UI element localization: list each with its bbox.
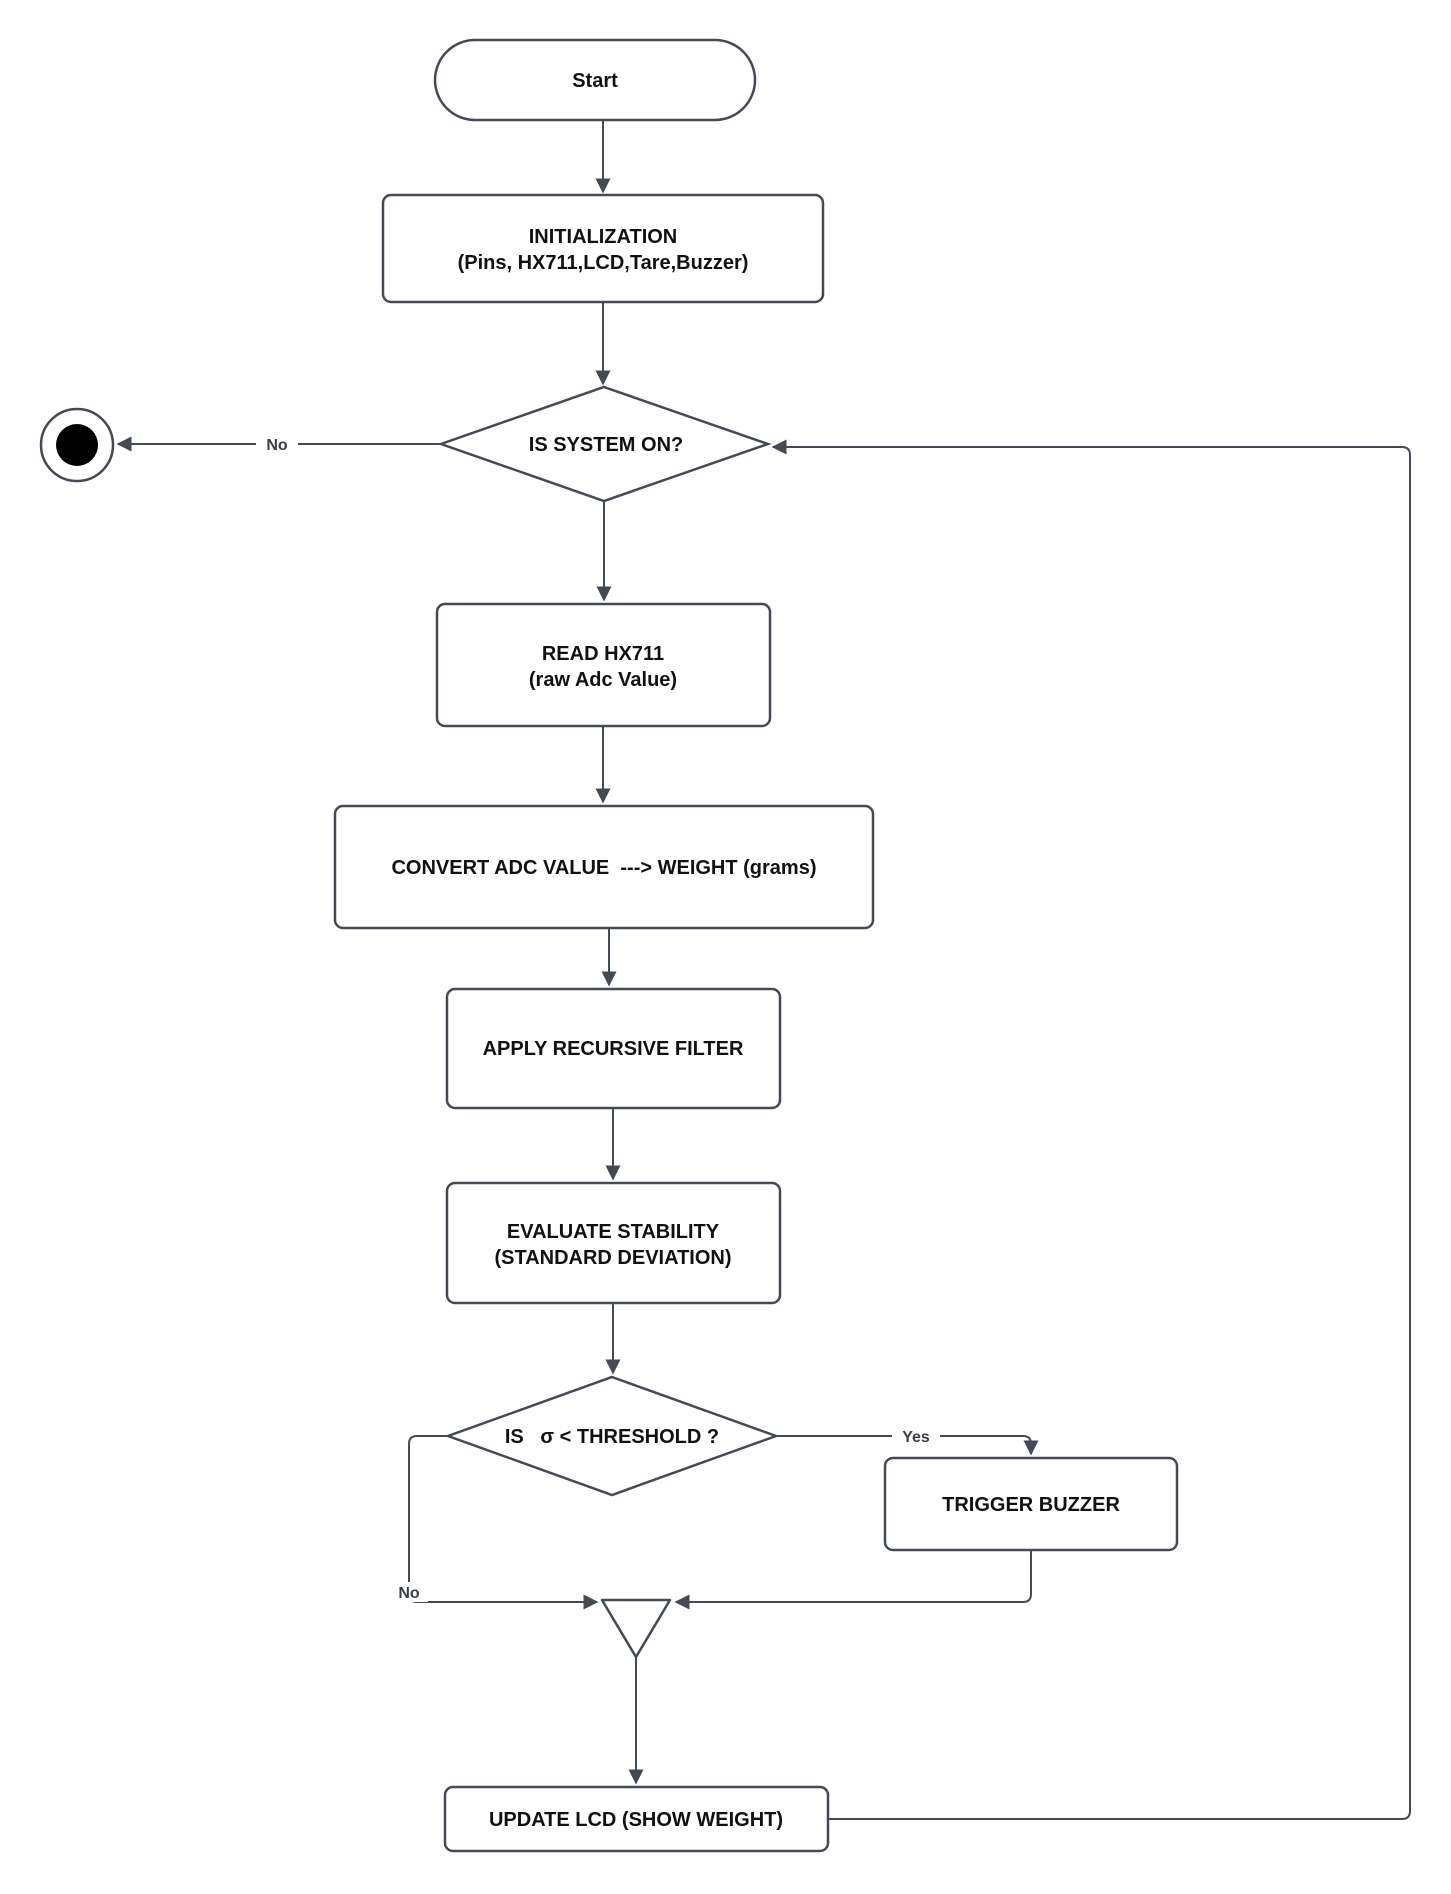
edge-trigger-buzzer-to-merge xyxy=(676,1550,1031,1602)
update-lcd-label: UPDATE LCD (SHOW WEIGHT) xyxy=(488,1809,784,1831)
node-convert-adc xyxy=(335,806,873,928)
start-label: Start xyxy=(572,70,618,92)
node-threshold-check xyxy=(448,1377,776,1495)
threshold-check-label: IS σ < THRESHOLD ? xyxy=(504,1426,720,1448)
edge-label-threshold-yes xyxy=(892,1425,940,1447)
apply-filter-label: APPLY RECURSIVE FILTER xyxy=(482,1038,744,1060)
node-merge xyxy=(602,1600,670,1657)
edge-update-lcd-loop-to-is-system-on xyxy=(773,447,1410,1819)
node-end-state xyxy=(41,409,113,481)
read-hx711-label-line1: READ HX711 xyxy=(541,643,665,665)
initialization-label-line1: INITIALIZATION xyxy=(528,226,678,248)
edge-label-threshold-no xyxy=(392,1582,428,1602)
node-trigger-buzzer xyxy=(885,1458,1177,1550)
edge-label-system-on-no xyxy=(256,432,298,454)
trigger-buzzer-label: TRIGGER BUZZER xyxy=(942,1494,1120,1516)
read-hx711-label-line2: (raw Adc Value) xyxy=(528,669,678,691)
edge-label-yes-text: Yes xyxy=(902,1429,930,1446)
convert-adc-label: CONVERT ADC VALUE ---> WEIGHT (grams) xyxy=(391,857,817,879)
node-read-hx711 xyxy=(437,604,770,726)
node-initialization xyxy=(383,195,823,302)
node-start xyxy=(435,40,755,120)
is-system-on-label: IS SYSTEM ON? xyxy=(528,434,684,456)
evaluate-stability-label-line2: (STANDARD DEVIATION) xyxy=(494,1247,732,1269)
edge-label-no-text: No xyxy=(266,437,288,454)
evaluate-stability-box xyxy=(447,1183,780,1303)
node-is-system-on xyxy=(441,387,768,501)
read-hx711-box xyxy=(437,604,770,726)
evaluate-stability-label-line1: EVALUATE STABILITY xyxy=(506,1221,720,1243)
node-update-lcd xyxy=(445,1787,828,1851)
node-evaluate-stability xyxy=(447,1183,780,1303)
edge-label-no-text: No xyxy=(398,1585,420,1602)
initialization-label-line2: (Pins, HX711,LCD,Tare,Buzzer) xyxy=(457,252,749,274)
initialization-box xyxy=(383,195,823,302)
merge-triangle-icon xyxy=(602,1600,670,1657)
final-state-icon xyxy=(56,424,98,466)
node-apply-filter xyxy=(447,989,780,1108)
